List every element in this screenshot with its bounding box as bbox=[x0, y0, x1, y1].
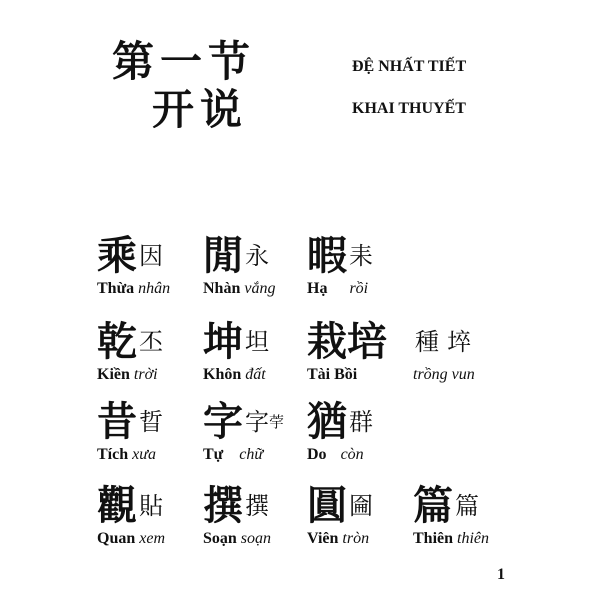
nom-meaning: nhân bbox=[138, 280, 171, 297]
vocab-entry bbox=[203, 320, 269, 390]
han-character: 猶 bbox=[307, 398, 347, 445]
sino-reading: Kiền bbox=[97, 366, 130, 383]
chapter-title-vi-line1: ĐỆ NHẤT TIẾT bbox=[352, 58, 467, 75]
vocab-entry bbox=[97, 400, 163, 470]
han-character: 撰 bbox=[203, 482, 243, 529]
nom-character: 耒 bbox=[349, 242, 373, 270]
sino-reading: Viên bbox=[307, 530, 339, 547]
han-character: 乘 bbox=[97, 232, 137, 279]
nom-meaning: thiên bbox=[457, 530, 490, 547]
han-character: 觀 bbox=[97, 482, 137, 529]
nom-character: 撰 bbox=[245, 492, 269, 520]
vocab-entry bbox=[413, 320, 475, 390]
nom-meaning: tròn bbox=[342, 530, 370, 547]
nom-character: 字 bbox=[245, 408, 269, 436]
vocab-entry bbox=[413, 484, 489, 554]
vocab-entry bbox=[203, 484, 271, 554]
vocab-entry bbox=[307, 484, 373, 554]
nom-character: 因 bbox=[139, 242, 163, 270]
nom-meaning: còn bbox=[340, 446, 364, 463]
nom-character: 晢 bbox=[139, 408, 163, 436]
vocab-row-2 bbox=[97, 320, 517, 390]
vocab-entry bbox=[307, 234, 373, 304]
han-character: 坤 bbox=[203, 318, 243, 365]
nom-meaning: xưa bbox=[132, 446, 156, 463]
nom-meaning: rồi bbox=[349, 280, 369, 297]
han-character: 昔 bbox=[97, 398, 137, 445]
vocab-row-4 bbox=[97, 484, 517, 554]
sino-reading: Tài Bồi bbox=[307, 366, 358, 383]
sino-reading: Nhàn bbox=[203, 280, 241, 297]
nom-meaning: vắng bbox=[244, 280, 276, 297]
vocab-entry bbox=[307, 400, 373, 470]
chapter-title-chinese bbox=[112, 38, 256, 134]
nom-character: 種 bbox=[415, 328, 439, 356]
han-character: 圓 bbox=[307, 482, 347, 529]
vocab-row-1 bbox=[97, 234, 517, 304]
nom-meaning: chữ bbox=[239, 446, 264, 463]
sino-reading: Tự bbox=[203, 446, 224, 463]
nom-meaning: trồng vun bbox=[413, 366, 475, 383]
chapter-title-line2: 开说 bbox=[152, 85, 249, 134]
page-number: 1 bbox=[497, 566, 505, 583]
han-character: 篇 bbox=[413, 482, 453, 529]
han-character: 閒 bbox=[203, 232, 243, 279]
sino-reading: Khôn bbox=[203, 366, 242, 383]
nom-meaning: xem bbox=[139, 530, 166, 547]
sino-reading: Tích bbox=[97, 446, 129, 463]
sino-reading: Thừa bbox=[97, 280, 135, 297]
nom-character: 群 bbox=[349, 408, 373, 436]
vocab-entry bbox=[307, 320, 387, 390]
nom-character: 貼 bbox=[139, 492, 163, 520]
vocab-entry bbox=[97, 484, 165, 554]
han-character: 暇 bbox=[307, 232, 347, 279]
han-character: 字 bbox=[203, 398, 243, 445]
sino-reading: Soạn bbox=[203, 530, 237, 547]
nom-character: 坦 bbox=[245, 328, 269, 356]
nom-character-extra: 埣 bbox=[447, 328, 471, 356]
chapter-title-vietnamese bbox=[352, 56, 466, 140]
nom-character: 圇 bbox=[349, 492, 373, 520]
han-character: 栽培 bbox=[307, 318, 387, 365]
chapter-title-line1: 第一节 bbox=[112, 37, 257, 86]
vocab-entry bbox=[97, 320, 163, 390]
sino-reading: Thiên bbox=[413, 530, 454, 547]
chapter-title-vi-line2: KHAI THUYẾT bbox=[352, 100, 466, 117]
han-character: 乾 bbox=[97, 318, 137, 365]
sino-reading: Quan bbox=[97, 530, 136, 547]
sino-reading: Do bbox=[307, 446, 327, 463]
vocab-row-3 bbox=[97, 400, 517, 470]
vocab-entry bbox=[203, 234, 275, 304]
nom-character: 永 bbox=[245, 242, 269, 270]
nom-character: 丕 bbox=[139, 328, 163, 356]
nom-meaning: trời bbox=[133, 366, 158, 383]
nom-character-extra: 荢 bbox=[269, 413, 285, 431]
nom-meaning: soạn bbox=[240, 530, 272, 547]
sino-reading: Hạ bbox=[307, 280, 328, 297]
nom-character: 篇 bbox=[455, 492, 479, 520]
vocab-entry bbox=[97, 234, 170, 304]
vocab-entry bbox=[203, 400, 284, 470]
nom-meaning: đất bbox=[245, 366, 266, 383]
